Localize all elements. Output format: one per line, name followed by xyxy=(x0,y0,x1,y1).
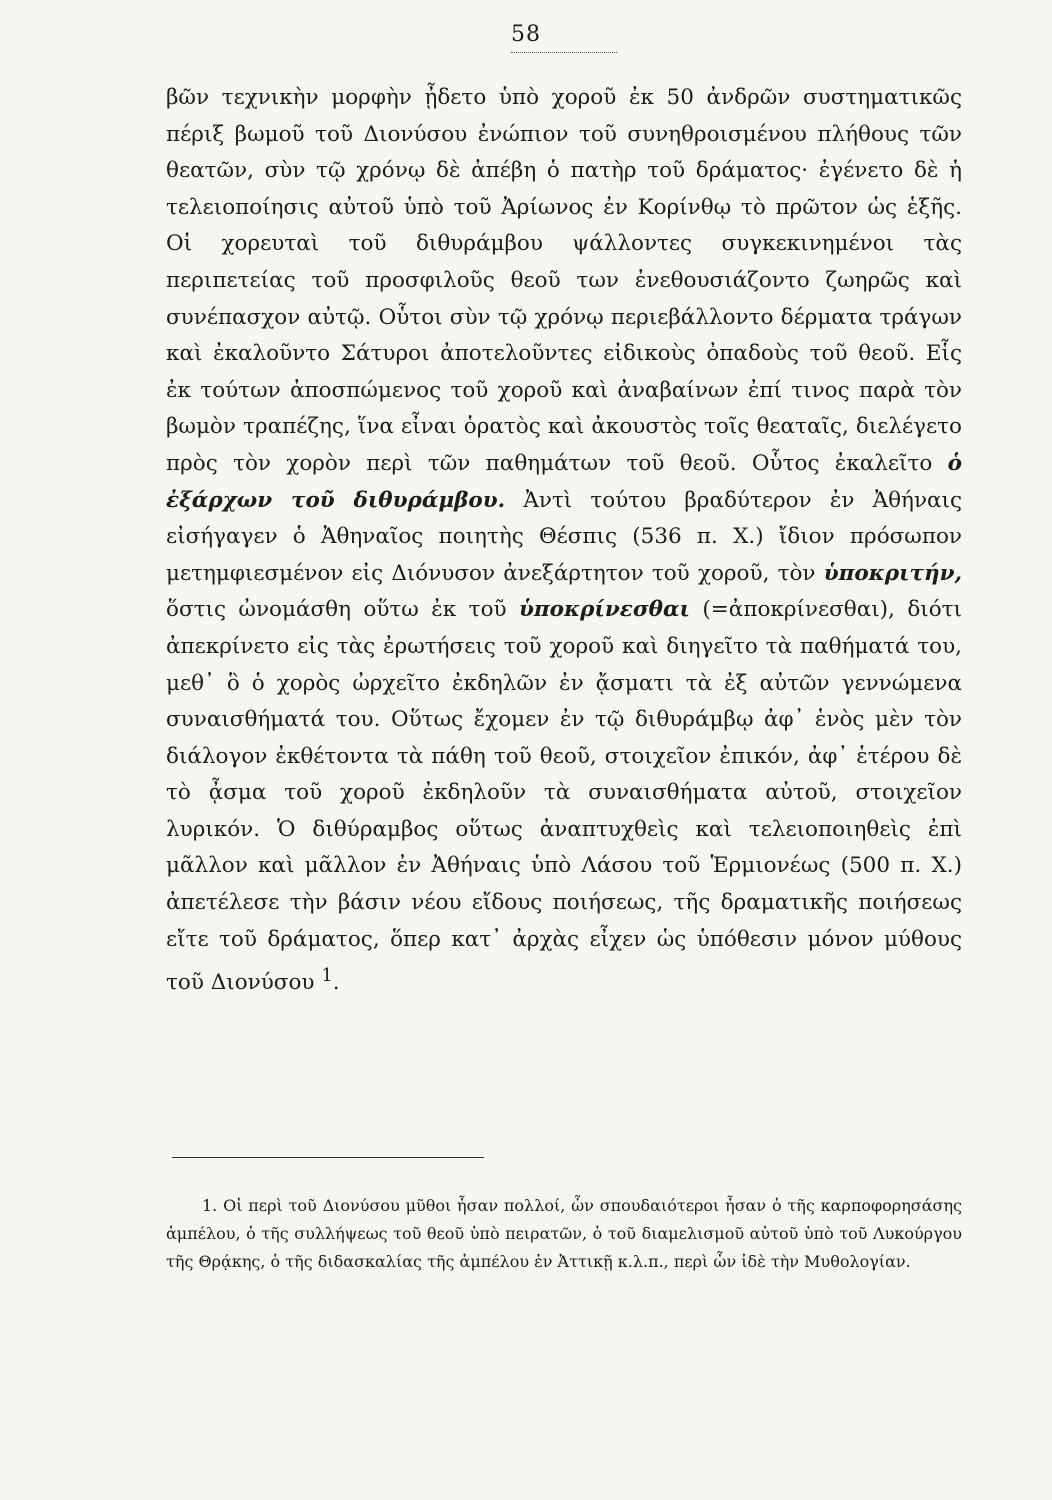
body-paragraph xyxy=(166,80,962,1002)
body-text-part-4: (=ἀποκρίνεσθαι), διότι ἀπεκρίνετο εἰς τὰς ἐρωτήσεις τοῦ χοροῦ καὶ διηγεῖτο τὰ παθήματά του, μεθ᾽ ὃ ὁ χορὸς ὠρχεῖτο ἐκδηλῶν ἐν ᾄσματι τὰ ἐξ αὐτῶν γεννώμενα συναισθήματά του. Οὕτως ἔχομεν ἐν τῷ διθυράμβῳ ἀφ᾽ ἑνὸς μὲν τὸν διάλογον ἐκθέτοντα τὰ πάθη τοῦ θεοῦ, στοιχεῖον ἐπικόν, ἀφ᾽ ἑτέρου δὲ τὸ ᾆσμα τοῦ χοροῦ ἐκδηλοῦν τὰ συναισθήματα αὐτοῦ, στοιχεῖον λυρικόν. Ὁ διθύραμβος οὕτως ἀναπτυχθεὶς καὶ τελειοποιηθεὶς ἐπὶ μᾶλλον καὶ μᾶλλον ἐν Ἀθήναις ὑπὸ Λάσου τοῦ Ἑρμιονέως (500 π. Χ.) ἀπετέλεσε τὴν βάσιν νέου εἴδους ποιήσεως, τῆς δραματικῆς ποιήσεως εἴτε τοῦ δράματος, ὅπερ κατ᾽ ἀρχὰς εἶχεν ὡς ὑπόθεσιν μόνον μύθους τοῦ Διονύσου xyxy=(166,597,962,996)
footnote xyxy=(166,1192,962,1276)
footnote-separator xyxy=(172,1157,484,1158)
body-text-part-1: βῶν τεχνικὴν μορφὴν ᾖδετο ὑπὸ χοροῦ ἐκ 50 ἀνδρῶν συστηματικῶς πέριξ βωμοῦ τοῦ Διονύσου ἐνώπιον τοῦ συνηθροισμένου πλήθους τῶν θεατῶν, σὺν τῷ χρόνῳ δὲ ἀπέβη ὁ πατὴρ τοῦ δράματος· ἐγένετο δὲ ἡ τελειοποίησις αὐτοῦ ὑπὸ τοῦ Ἀρίωνος ἐν Κορίνθῳ τὸ πρῶτον ὡς ἑξῆς. Οἱ χορευταὶ τοῦ διθυράμβου ψάλλοντες συγκεκινημένοι τὰς περιπετείας τοῦ προσφιλοῦς θεοῦ των ἐνεθουσιάζοντο ζωηρῶς καὶ συνέπασχον αὐτῷ. Οὗτοι σὺν τῷ χρόνῳ περιεβάλλοντο δέρματα τράγων καὶ ἐκαλοῦντο Σάτυροι ἀποτελοῦντες εἰδικοὺς ὀπαδοὺς τοῦ θεοῦ. Εἷς ἐκ τούτων ἀποσπώμενος τοῦ χοροῦ καὶ ἀναβαίνων ἐπί τινος παρὰ τὸν βωμὸν τραπέζης, ἵνα εἶναι ὁρατὸς καὶ ἀκουστὸς τοῖς θεαταῖς, διελέγετο πρὸς τὸν χορὸν περὶ τῶν παθημάτων τοῦ θεοῦ. Οὗτος ἐκαλεῖτο xyxy=(166,85,962,476)
body-text-part-2: Ἀντὶ τούτου βραδύτερον ἐν Ἀθήναις εἰσήγαγεν ὁ Ἀθηναῖος ποιητὴς Θέσπις (536 π. Χ.) ἴδιον πρόσωπον μετημφιεσμένον εἰς Διόνυσον ἀνεξάρτητον τοῦ χοροῦ, τὸν xyxy=(166,487,962,586)
footnote-reference[interactable]: 1 xyxy=(321,965,333,987)
page-number: 58 xyxy=(511,22,541,47)
body-end-mark: . xyxy=(332,970,340,996)
term-hypokrites: ὑποκριτήν, xyxy=(823,560,962,586)
term-exarchon: ὁ ἐξάρχων τοῦ διθυράμβου. xyxy=(166,450,962,513)
term-hypokrinesthai: ὑποκρίνεσθαι xyxy=(519,597,690,623)
footnote-number: 1. xyxy=(202,1196,218,1215)
footnote-text: Οἱ περὶ τοῦ Διονύσου μῦθοι ἦσαν πολλοί, ὧν σπουδαιότεροι ἦσαν ὁ τῆς καρποφορησάσης ἀμπέλου, ὁ τῆς συλλήψεως τοῦ θεοῦ ὑπὸ πειρατῶν, ὁ τοῦ διαμελισμοῦ αὐτοῦ ὑπὸ τοῦ Λυκούργου τῆς Θρᾴκης, ὁ τῆς διδασκαλίας τῆς ἀμπέλου ἐν Ἀττικῇ κ.λ.π., περὶ ὧν ἰδὲ τὴν Μυθολογίαν. xyxy=(166,1196,962,1271)
body-text-part-3: ὅστις ὠνομάσθη οὕτω ἐκ τοῦ xyxy=(166,597,507,623)
page-number-rule xyxy=(511,52,617,53)
